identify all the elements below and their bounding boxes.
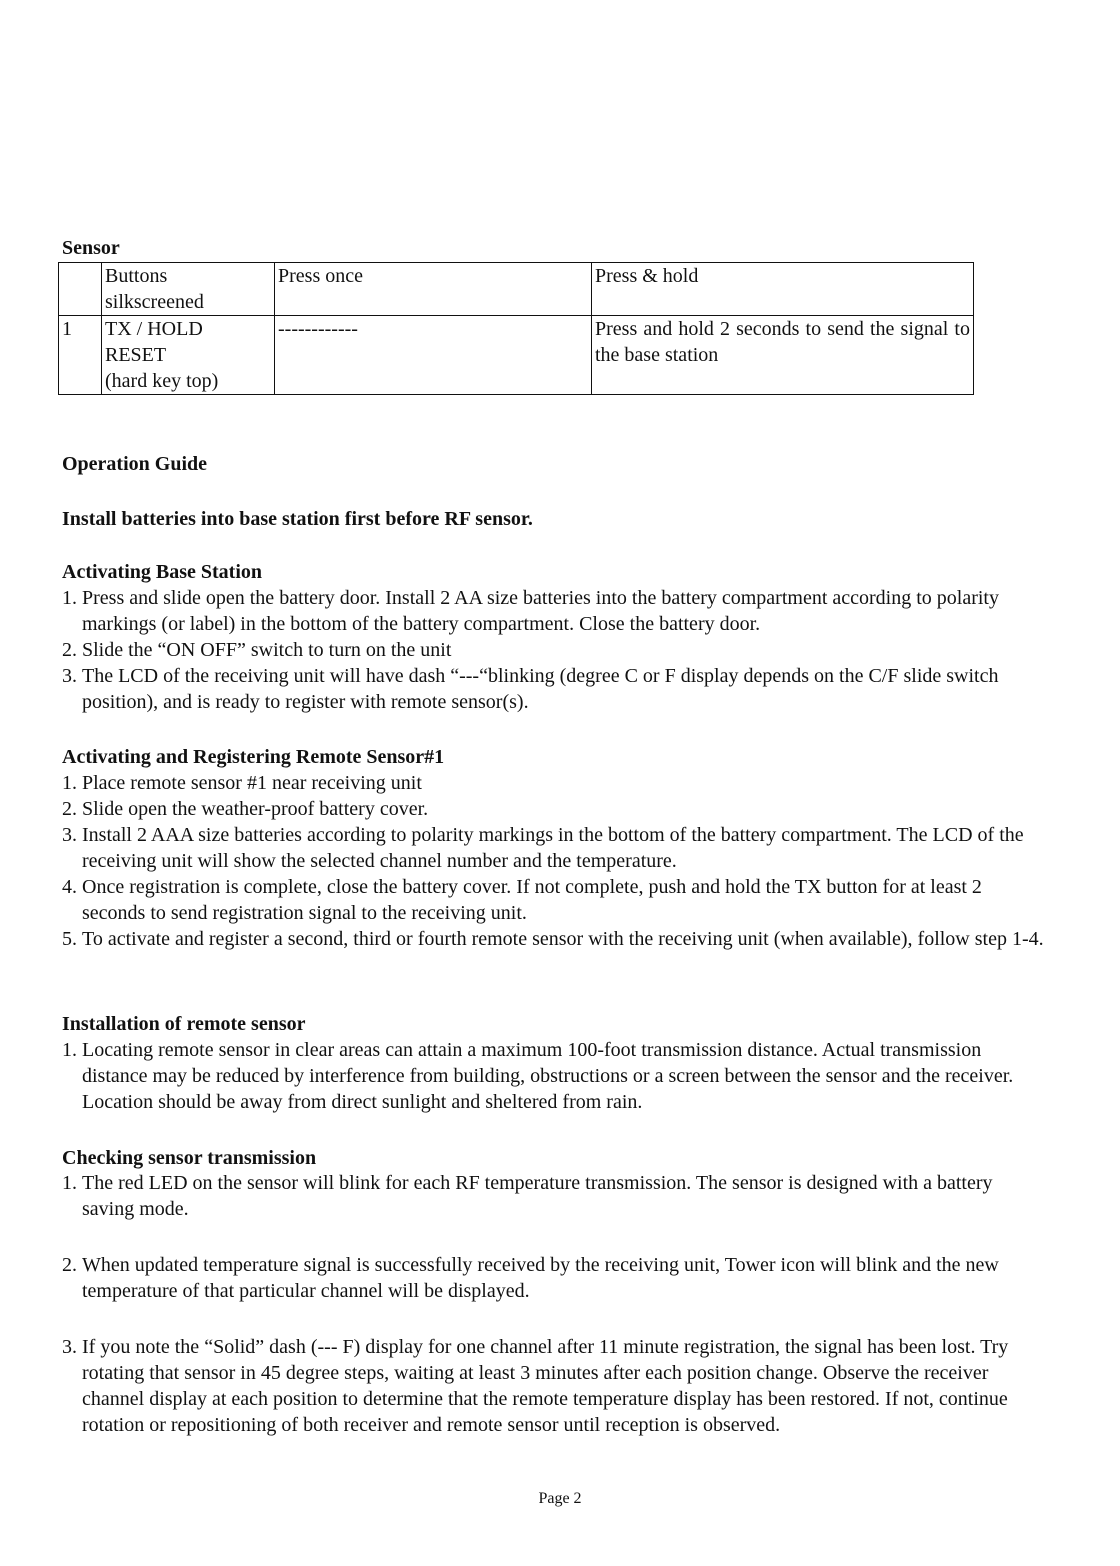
button-name-line: RESET xyxy=(105,344,167,366)
table-header-cell: Buttons silkscreened xyxy=(102,263,275,316)
page-number: Page 2 xyxy=(538,1490,582,1507)
list-item: 4. Once registration is complete, close the battery cover. If not complete, push and hold the TX button for at least 2 seconds to send registration signal to the receiving unit. xyxy=(62,876,982,924)
table-row xyxy=(59,316,974,395)
installation-list xyxy=(62,1037,1047,1115)
list-item: 3. The LCD of the receiving unit will have dash “---“blinking (degree C or F display depends on the C/F slide switch position), and is ready to register with remote sensor(s). xyxy=(62,665,999,713)
activating-base-heading: Activating Base Station xyxy=(62,561,262,583)
list-item: 1. The red LED on the sensor will blink for each RF temperature transmission. The sensor is designed with a battery saving mode. xyxy=(62,1172,993,1220)
list-item: 1. Locating remote sensor in clear areas can attain a maximum 100-foot transmission distance. Actual transmission distance may be reduced by interference from building, obstructions or a screen between the sensor and the receiver. Location should be away from direct sunlight and sheltered from rain. xyxy=(62,1039,1014,1113)
checking-heading: Checking sensor transmission xyxy=(62,1147,317,1169)
list-item: 3. Install 2 AAA size batteries according to polarity markings in the bottom of the battery compartment. The LCD of the receiving unit will show the selected channel number and the temperature. xyxy=(62,824,1024,872)
press-once-cell: ------------ xyxy=(275,316,592,395)
operation-guide-heading: Operation Guide xyxy=(62,453,208,475)
button-name-line: TX / HOLD xyxy=(105,318,203,340)
row-number-cell: 1 xyxy=(59,316,102,395)
list-item: 2. Slide open the weather-proof battery cover. xyxy=(62,798,429,820)
list-item: 1. Press and slide open the battery door. Install 2 AA size batteries into the battery compartment according to polarity markings (or label) in the bottom of the battery compartment. Close the battery door. xyxy=(62,587,999,635)
list-item: 5. To activate and register a second, third or fourth remote sensor with the receiving unit (when available), follow step 1-4. xyxy=(62,928,1044,950)
install-note: Install batteries into base station first before RF sensor. xyxy=(62,508,533,530)
sensor-heading: Sensor xyxy=(62,237,120,259)
activating-base-list xyxy=(62,585,1047,715)
table-header-cell: Press & hold xyxy=(592,263,974,316)
table-header-row xyxy=(59,263,974,316)
list-item: 3. If you note the “Solid” dash (--- F) display for one channel after 11 minute registration, the signal has been lost. Try rotating that sensor in 45 degree steps, waiting at least 3 minutes after each position change. Observe the receiver channel display at each position to determine that the remote temperature display has been restored. If not, continue rotation or repositioning of both receiver and remote sensor until reception is observed. xyxy=(62,1336,1009,1436)
button-name-line: (hard key top) xyxy=(105,370,219,392)
table-header-cell: Press once xyxy=(275,263,592,316)
sensor-buttons-table xyxy=(58,262,974,395)
button-name-cell xyxy=(102,316,275,395)
press-hold-cell: Press and hold 2 seconds to send the signal to the base station xyxy=(592,316,974,395)
registering-sensor-list xyxy=(62,770,1047,952)
list-item: 1. Place remote sensor #1 near receiving unit xyxy=(62,772,422,794)
checking-list xyxy=(62,1170,1047,1438)
registering-sensor-heading: Activating and Registering Remote Sensor#1 xyxy=(62,746,445,768)
list-item: 2. Slide the “ON OFF” switch to turn on the unit xyxy=(62,639,452,661)
installation-heading: Installation of remote sensor xyxy=(62,1013,306,1035)
list-item: 2. When updated temperature signal is successfully received by the receiving unit, Tower icon will blink and the new temperature of that particular channel will be displayed. xyxy=(62,1254,999,1302)
table-header-cell xyxy=(59,263,102,316)
